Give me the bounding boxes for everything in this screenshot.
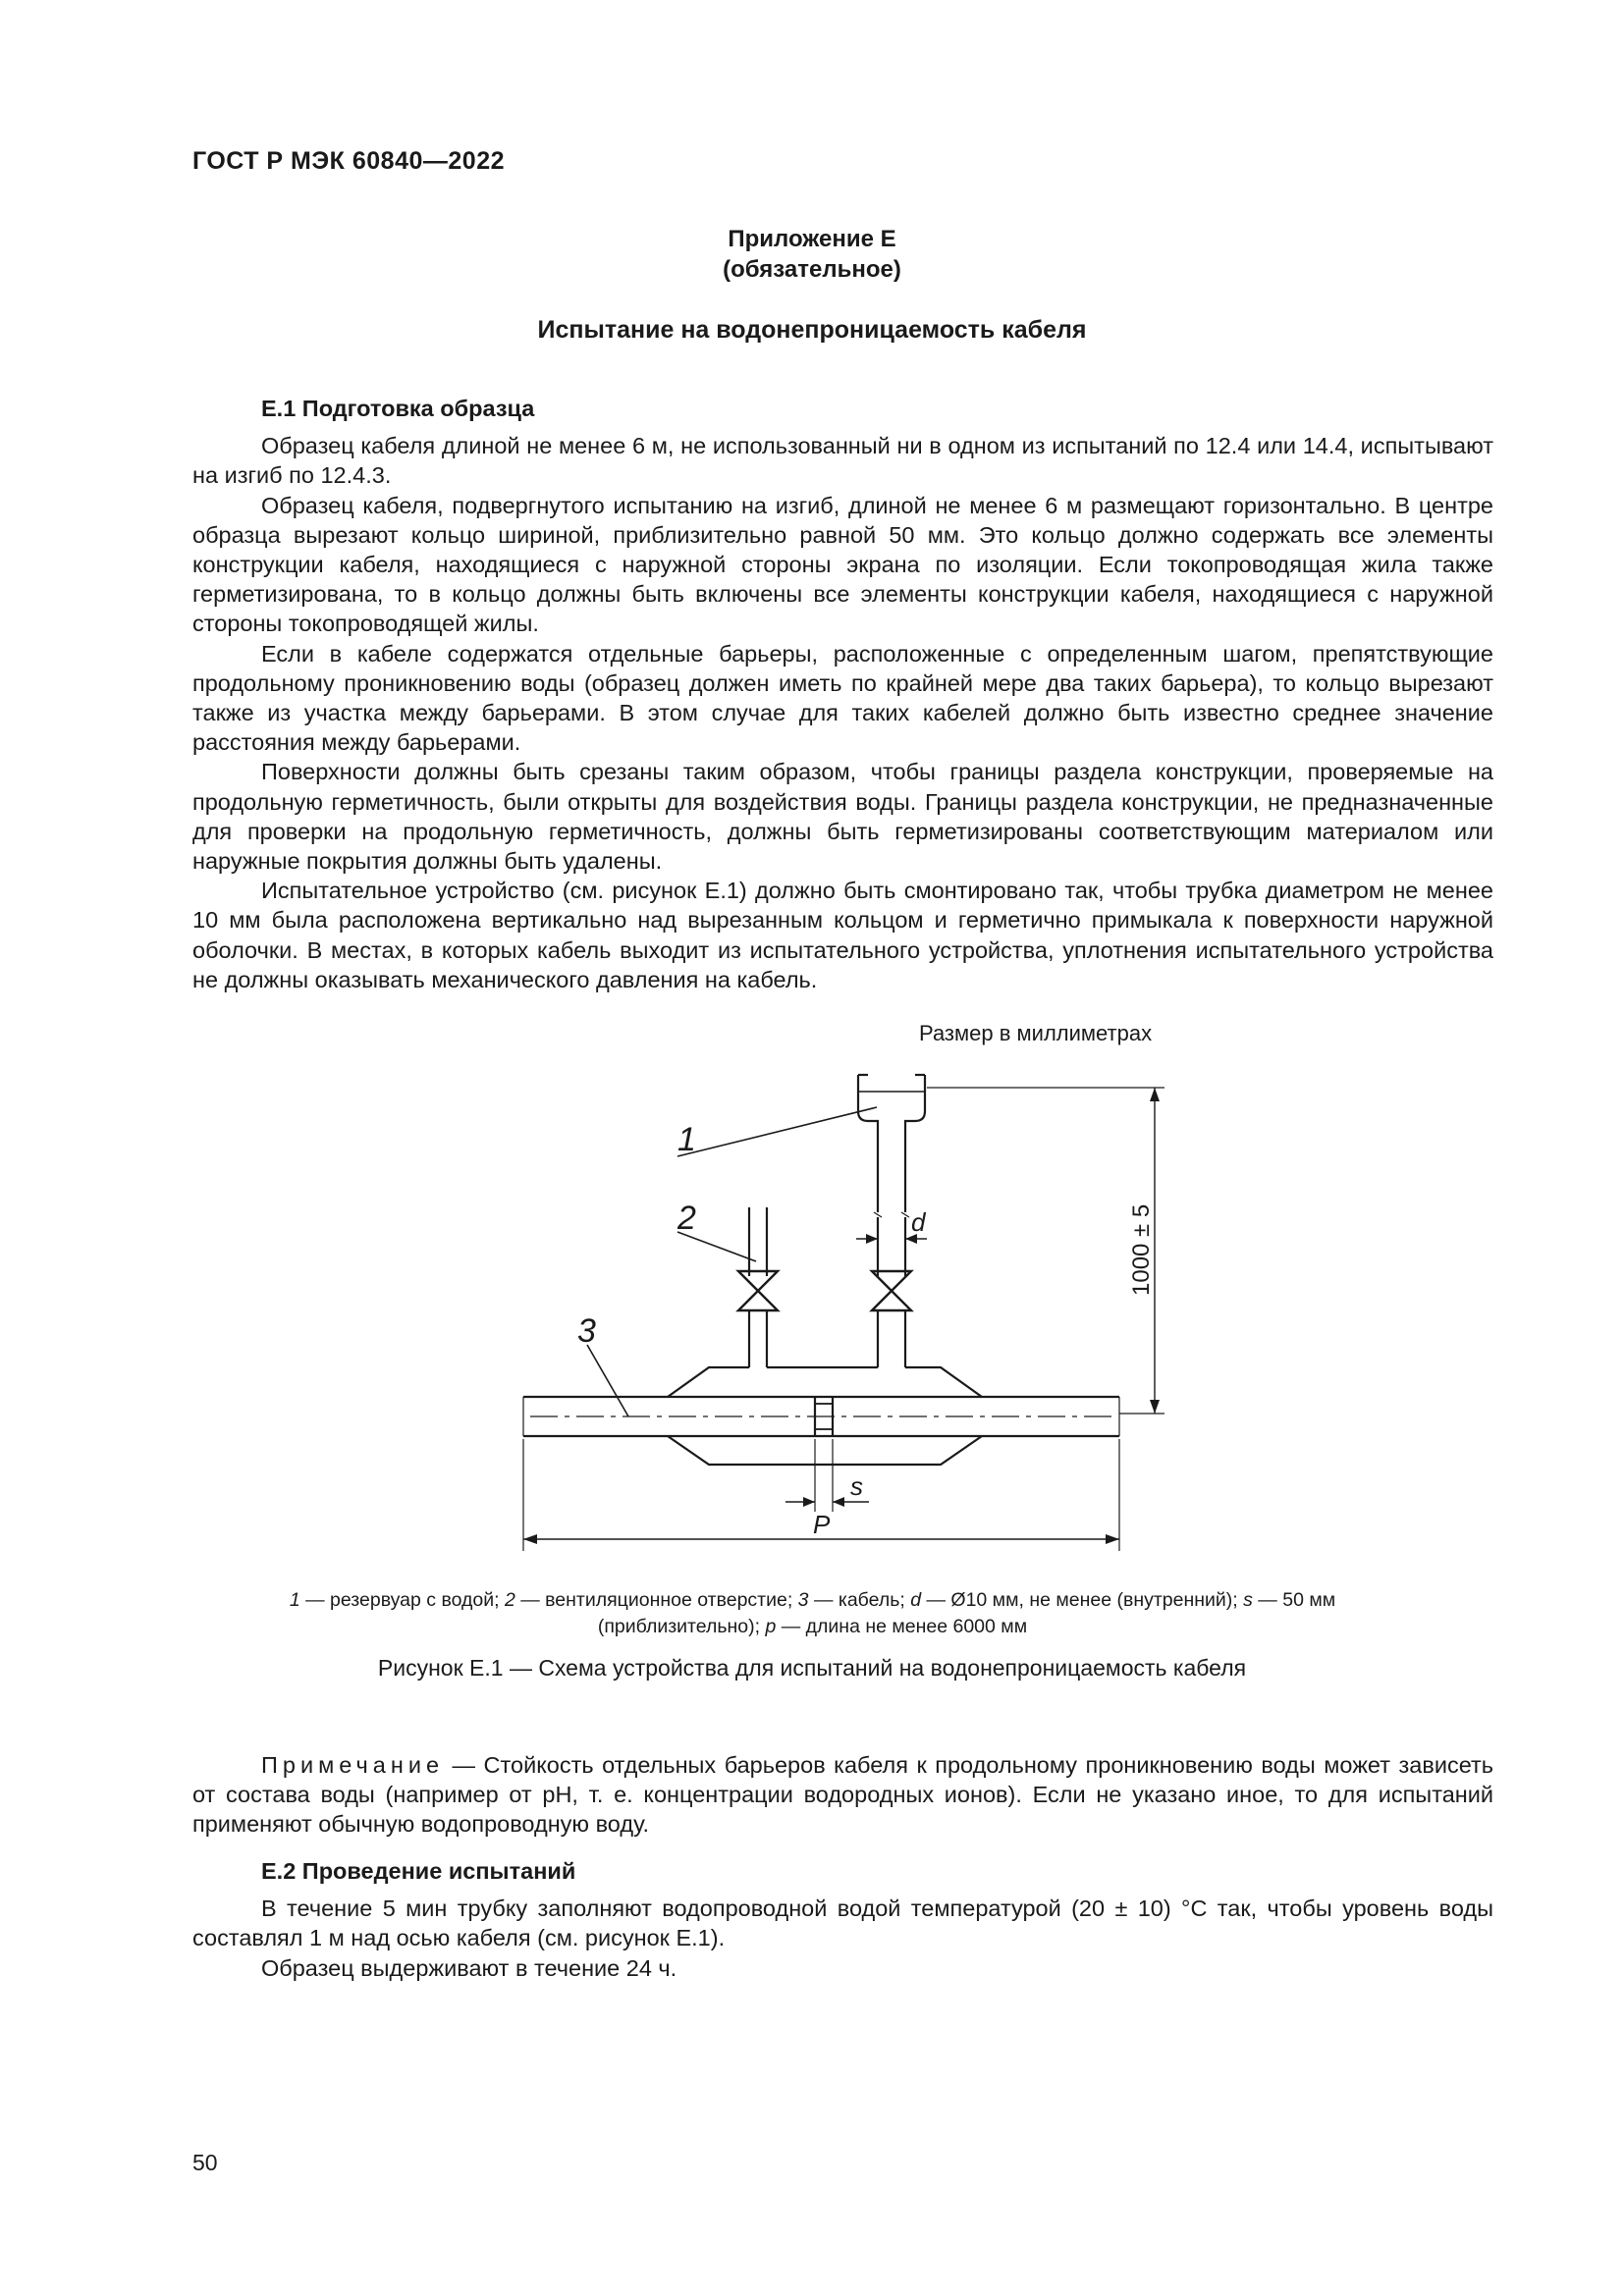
label-2: 2: [677, 1200, 696, 1237]
paragraph: Поверхности должны быть срезаны таким образом, чтобы границы раздела конструкции, проверяемые на продольную герметичность, были открыты для воздействия воды. Границы раздела конструкции, не предназначенные для проверки на продольную герметичность, должны быть герметизированы соответствующим материалом или наружные покрытия должны быть удалены.: [192, 759, 1493, 875]
legend-sym: s: [1243, 1589, 1253, 1611]
label-1: 1: [677, 1121, 696, 1158]
page-number: 50: [192, 2150, 218, 2175]
label-d: d: [911, 1207, 926, 1237]
legend-text: — 50 мм (приблизительно);: [597, 1589, 1336, 1637]
document-header: ГОСТ Р МЭК 60840—2022: [192, 147, 506, 175]
figure-legend: [216, 1587, 1409, 1640]
note-label: Примечание: [261, 1751, 445, 1778]
valve-right: [872, 1271, 911, 1310]
label-p: P: [813, 1510, 831, 1539]
legend-sym: p: [765, 1616, 777, 1637]
water-reservoir: [858, 1075, 925, 1212]
legend-text: — Ø10 мм, не менее (внутренний);: [921, 1589, 1244, 1611]
paragraph: В течение 5 мин трубку заполняют водопроводной водой температурой (20 ± 10) °С так, чтобы уровень воды составлял 1 м над осью кабеля (см. рисунок Е.1).: [192, 1896, 1493, 1951]
valve-left: [738, 1271, 778, 1310]
annex-name: Испытание на водонепроницаемость кабеля: [537, 316, 1087, 344]
test-housing: [668, 1367, 982, 1397]
note-text: — Стойкость отдельных барьеров кабеля к продольному проникновению воды может зависеть от состава воды (например от pH, т. е. концентрации водородных ионов). Если не указано иное, то для испытаний применяют обычную водопроводную воду.: [192, 1751, 1493, 1837]
annex-title: Приложение Е: [728, 226, 896, 252]
label-s: s: [850, 1471, 863, 1501]
label-3: 3: [577, 1312, 596, 1350]
note: [192, 1750, 1493, 1840]
paragraph: Образец кабеля, подвергнутого испытанию на изгиб, длиной не менее 6 м размещают горизонтально. В центре образца вырезают кольцо шириной, приблизительно равной 50 мм. Это кольцо должно содержать все элементы конструкции кабеля, находящиеся с наружной стороны экрана по изоляции. Если токопроводящая жила также герметизирована, то в кольцо должны быть включены все элементы конструкции кабеля, находящиеся с наружной стороны токопроводящей жилы.: [192, 492, 1493, 637]
height-dimension: 1000 ± 5: [1128, 1203, 1155, 1296]
paragraph: Образец выдерживают в течение 24 ч.: [261, 1954, 677, 1981]
legend-sym: d: [910, 1589, 922, 1611]
section-e1-title: Е.1 Подготовка образца: [261, 396, 535, 421]
legend-text: — вентиляционное отверстие;: [514, 1589, 798, 1611]
paragraph: Испытательное устройство (см. рисунок Е.1) должно быть смонтировано так, чтобы трубка диаметром не менее 10 мм была расположена вертикально над вырезанным кольцом и герметично примыкала к поверхности наружной оболочки. В местах, в которых кабель выходит из испытательного устройства, уплотнения испытательного устройства не должны оказывать механического давления на кабель.: [192, 878, 1493, 992]
section-e2-title: Е.2 Проведение испытаний: [261, 1858, 576, 1884]
paragraph: Образец кабеля длиной не менее 6 м, не использованный ни в одном из испытаний по 12.4 или 14.4, испытывают на изгиб по 12.4.3.: [192, 433, 1493, 489]
legend-text: — кабель;: [808, 1589, 911, 1611]
legend-sym: 2: [504, 1589, 515, 1611]
figure-caption: Рисунок Е.1 — Схема устройства для испытаний на водонепроницаемость кабеля: [377, 1655, 1247, 1681]
legend-sym: 3: [797, 1589, 809, 1611]
legend-text: — резервуар с водой;: [299, 1589, 505, 1611]
units-note: Размер в миллиметрах: [919, 1021, 1153, 1045]
paragraph: Если в кабеле содержатся отдельные барьеры, расположенные с определенным шагом, препятствующие продольному проникновению воды (образец должен иметь по крайней мере два таких барьера), то кольцо вырезают также из участка между барьерами. В этом случае для таких кабелей должно быть известно среднее значение расстояния между барьерами.: [192, 640, 1493, 756]
annex-status: (обязательное): [723, 256, 901, 283]
section-e2: [192, 1856, 1493, 1983]
legend-text: — длина не менее 6000 мм: [776, 1616, 1028, 1637]
legend-sym: 1: [289, 1589, 300, 1611]
